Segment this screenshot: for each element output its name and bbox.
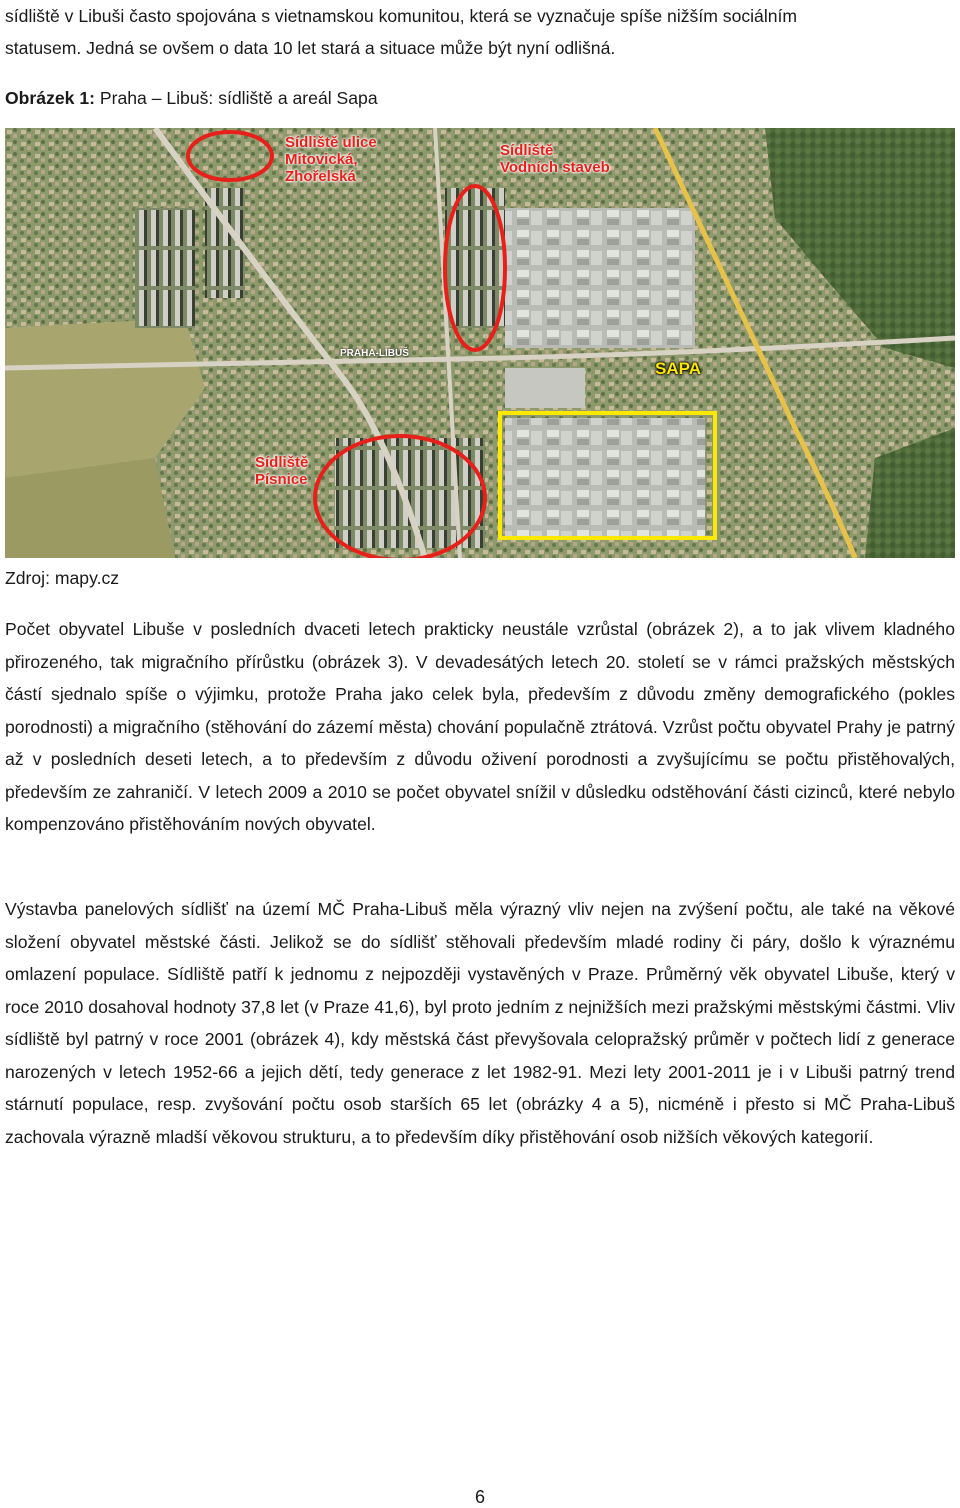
page-number: 6 [474, 1487, 485, 1507]
intro-line-2: statusem. Jedná se ovšem o data 10 let stará a situace může být nyní odlišná. [5, 38, 616, 58]
paragraph-2: Výstavba panelových sídlišť na území MČ Praha-Libuš měla výrazný vliv nejen na zvýšení počtu, ale také na věkové složení obyvatel městské části. Jelikož se do sídlišť stěhovali především mladé rodiny či páry, došlo k výraznému omlazení populace. Sídliště patří k jednomu z nejpozději vystavěných v Praze. Průměrný věk obyvatel Libuše, který v roce 2010 dosahoval hodnoty 37,8 let (v Praze 41,6), byl proto jedním z nejnižších mezi pražskými městskými částmi. Vliv sídliště byl patrný v roce 2001 (obrázek 4), kdy městská část převyšovala celopražský průměr v počtech lidí z generace narozených v letech 1952-66 a jejich dětí, tedy generace z let 1982-91. Mezi lety 2001-2011 je i v Libuši patrný trend stárnutí populace, resp. zvyšování počtu osob starších 65 let (obrázky 4 a 5), nicméně i přesto si MČ Praha-Libuš zachovala výrazně mladší věkovou strukturu, a to především díky přistěhování osob nižších věkových kategorií. [5, 899, 955, 1147]
intro-line-1: sídliště v Libuši často spojována s vietnamskou komunitou, která se vyznačuje spíše nižším sociálním [5, 6, 798, 26]
figure-title: Praha – Libuš: sídliště a areál Sapa [99, 88, 378, 108]
aerial-map-image [5, 128, 955, 558]
map-label-vodnich-staveb: Sídliště Vodních staveb [500, 142, 610, 176]
map-place-name: PRAHA-LIBUŠ [340, 348, 409, 359]
figure-label: Obrázek 1: [5, 88, 95, 108]
figure-caption [5, 86, 378, 110]
figure-source: Zdroj: mapy.cz [5, 568, 120, 588]
paragraph-1: Počet obyvatel Libuše v posledních dvaceti letech prakticky neustále vzrůstal (obrázek 2), a to jak vlivem kladného přirozeného, tak migračního přírůstku (obrázek 3). V devadesátých letech 20. století se v rámci pražských městských částí sjednalo spíše o výjimku, protože Praha jako celek byla, především z důvodu změny demografického (pokles porodnosti) a migračního (stěhování do zázemí města) chování populačně ztrátová. Vzrůst počtu obyvatel Prahy je patrný až v posledních deseti letech, a to především z důvodu oživení porodnosti a zvyšujícímu se počtu přistěhovalých, především ze zahraničí. V letech 2009 a 2010 se počet obyvatel snížil v důsledku odstěhování části cizinců, které nebylo kompenzováno přistěhováním nových obyvatel. [5, 619, 955, 834]
map-label-sapa: SAPA [655, 359, 701, 378]
aerial-map-graphic [5, 128, 955, 558]
map-label-pisnice: Sídliště Písnice [255, 454, 309, 488]
map-label-mitovicka: Sídliště ulice Mitovická, Zhořelská [285, 134, 377, 185]
